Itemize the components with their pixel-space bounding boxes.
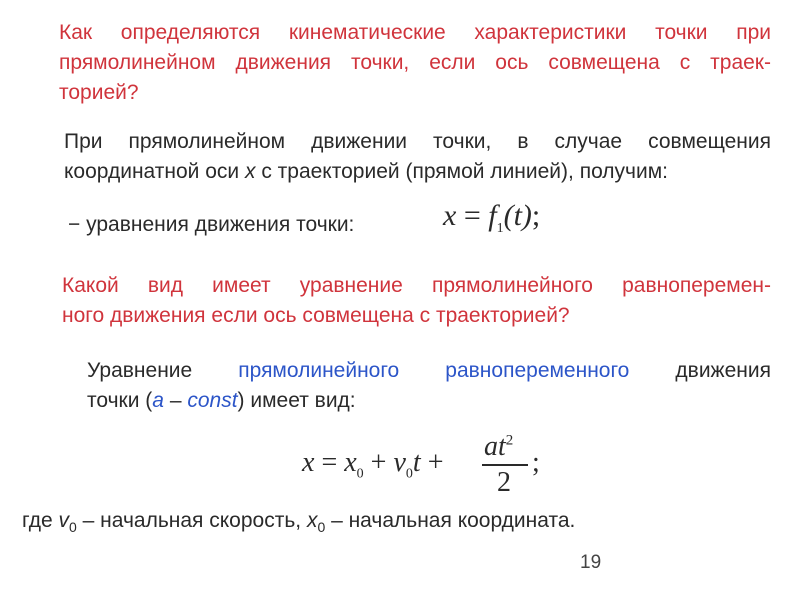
formula-t: t [412,447,421,478]
word-uniformly-variable: равнопеременного [445,359,630,382]
formula-x0: x [344,447,357,478]
definitions-v: v [58,509,69,532]
paragraph-1-line-1: При прямолинейном движении точки, в случае совмещения [64,130,771,153]
question-1-line-3: торией? [59,81,139,104]
definitions-mid: – начальная скорость, [76,509,307,532]
question-2-line-1: Какой вид имеет уравнение прямолинейного равноперемен- [62,274,771,297]
paragraph-2-line-2-post: ) имеет вид: [237,389,356,412]
equation-of-motion [443,196,540,236]
formula-at: at [484,431,506,462]
formula-eq: = [321,447,338,478]
x-variable: x [244,160,256,183]
eq-lhs: x [443,199,457,232]
definitions-x-sub: 0 [317,519,326,536]
question-1 [59,18,771,108]
eq-end: ; [531,199,541,232]
formula-sup: 2 [505,432,514,449]
word-motion: движения [675,359,771,382]
paragraph-1-line-2-pre: координатной оси [64,160,245,183]
formula-v0: v [393,447,406,478]
formula-v0-sub: 0 [405,466,413,482]
paragraph-2 [87,356,771,416]
paragraph-2-line-1 [87,356,771,386]
paragraph-2-line-2-pre: точки ( [87,389,153,412]
eq-sign: = [463,199,481,232]
formula-plus-1: + [370,447,387,478]
formula-x: x [302,447,315,478]
question-1-line-2: прямолинейном движения точки, если ось совмещена с траек- [59,51,771,74]
fraction-bar [482,464,528,466]
paragraph-1-line-2-post: с траекторией (прямой линией), получим: [255,160,668,183]
definitions-v-sub: 0 [68,519,77,536]
definitions-x: x [306,509,318,532]
paragraph-1-line-2 [64,157,771,187]
equation-label: − уравнения движения точки: [68,213,355,236]
paragraph-2-line-2 [87,386,771,416]
formula-x0-sub: 0 [356,466,364,482]
question-2 [62,271,771,331]
formula-body [302,447,444,482]
const-word: const [187,389,238,412]
a-variable: a [152,389,164,412]
question-2-line-2: ного движения если ось совмещена с траекторией? [62,304,570,327]
fraction-denominator: 2 [497,467,511,498]
page-number: 19 [580,552,602,573]
formula-end: ; [532,447,540,478]
question-1-line-1: Как определяются кинематические характеристики точки при [59,21,771,44]
dash: – [163,389,188,412]
uniform-acceleration-formula [302,433,562,503]
definitions [22,506,575,536]
definitions-post: – начальная координата. [325,509,576,532]
fraction-numerator [484,431,513,463]
eq-func: f [488,199,497,232]
word-rectilinear: прямолинейного [238,359,400,382]
definitions-pre: где [22,509,59,532]
eq-func-sub: 1 [496,221,504,236]
word-equation: Уравнение [87,359,193,382]
paragraph-1 [64,127,771,187]
eq-arg: (t) [503,199,532,232]
formula-plus-2: + [427,447,444,478]
